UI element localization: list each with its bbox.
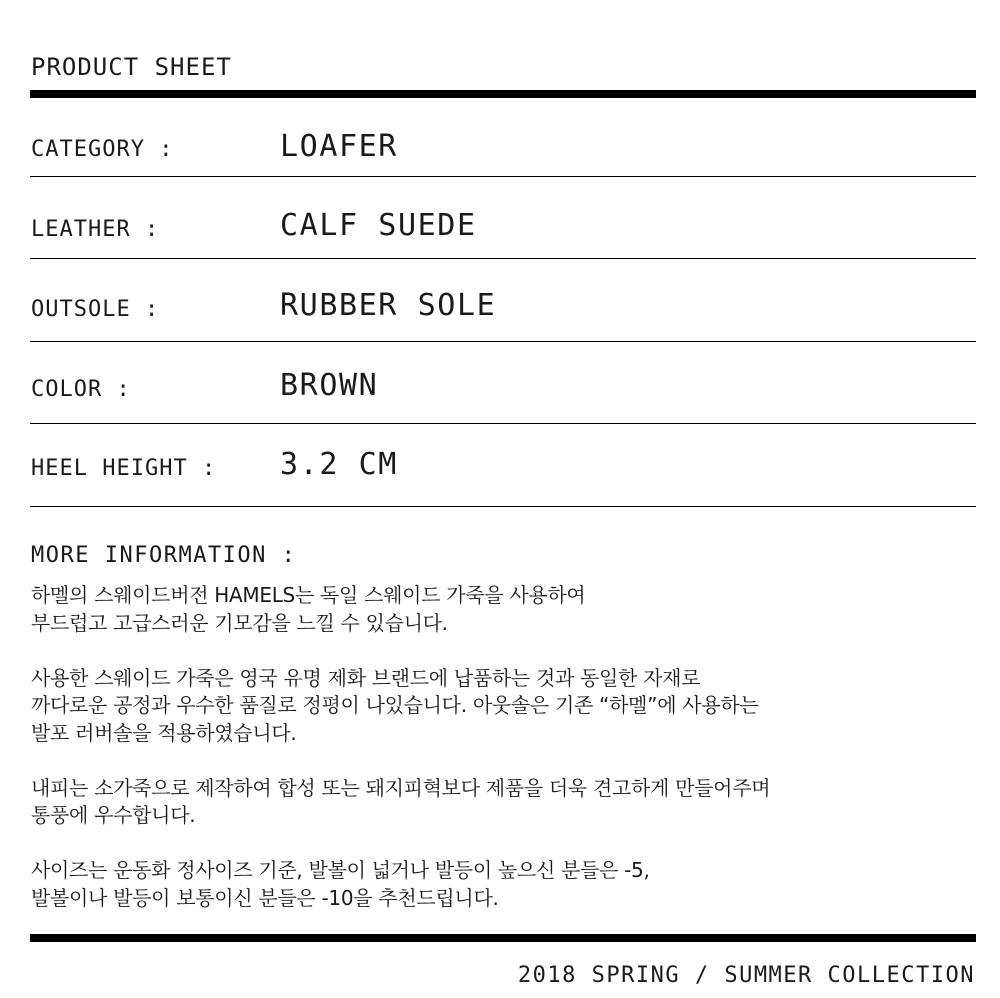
info-line: 발포 러버솔을 적용하였습니다.	[31, 720, 297, 745]
info-paragraph	[31, 582, 961, 637]
info-line: 하멜의 스웨이드버전 HAMELS는 독일 스웨이드 가죽을 사용하여	[31, 583, 586, 607]
row-divider	[30, 423, 976, 424]
more-information-heading: MORE INFORMATION :	[31, 543, 297, 568]
collection-footer: 2018 SPRING / SUMMER COLLECTION	[517, 963, 975, 988]
row-divider	[30, 341, 976, 342]
spec-value-outsole: RUBBER SOLE	[280, 288, 497, 323]
spec-label-heel-height: HEEL HEIGHT :	[31, 456, 217, 481]
spec-label-category: CATEGORY :	[31, 137, 174, 162]
info-line: 까다로운 공정과 우수한 품질로 정평이 나있습니다. 아웃솔은 기존 “하멜”에 사용하는	[31, 693, 759, 717]
info-paragraph	[31, 665, 961, 748]
footer-divider	[30, 934, 976, 942]
spec-value-category: LOAFER	[280, 129, 398, 164]
row-divider	[30, 258, 976, 259]
spec-value-color: BROWN	[280, 368, 379, 403]
spec-value-leather: CALF SUEDE	[280, 208, 477, 243]
header-divider	[30, 90, 976, 98]
info-paragraph	[31, 857, 961, 912]
spec-label-leather: LEATHER :	[31, 217, 160, 242]
row-divider	[30, 176, 976, 177]
spec-label-color: COLOR :	[31, 377, 131, 402]
info-line: 발볼이나 발등이 보통이신 분들은 -10을 추천드립니다.	[31, 885, 499, 910]
info-line: 사용한 스웨이드 가죽은 영국 유명 제화 브랜드에 납품하는 것과 동일한 자재로	[31, 665, 701, 690]
product-sheet-title: PRODUCT SHEET	[31, 53, 232, 81]
info-line: 사이즈는 운동화 정사이즈 기준, 발볼이 넓거나 발등이 높으신 분들은 -5,	[31, 858, 650, 882]
info-line: 부드럽고 고급스러운 기모감을 느낄 수 있습니다.	[31, 610, 448, 635]
info-line: 통풍에 우수합니다.	[31, 803, 196, 827]
info-line: 내피는 소가죽으로 제작하여 합성 또는 돼지피혁보다 제품을 더욱 견고하게 만들어주며	[31, 775, 771, 800]
more-information-body	[31, 582, 961, 912]
spec-value-heel-height: 3.2 CM	[280, 447, 398, 482]
spec-label-outsole: OUTSOLE :	[31, 297, 160, 322]
row-divider	[30, 506, 976, 507]
info-paragraph	[31, 775, 961, 830]
